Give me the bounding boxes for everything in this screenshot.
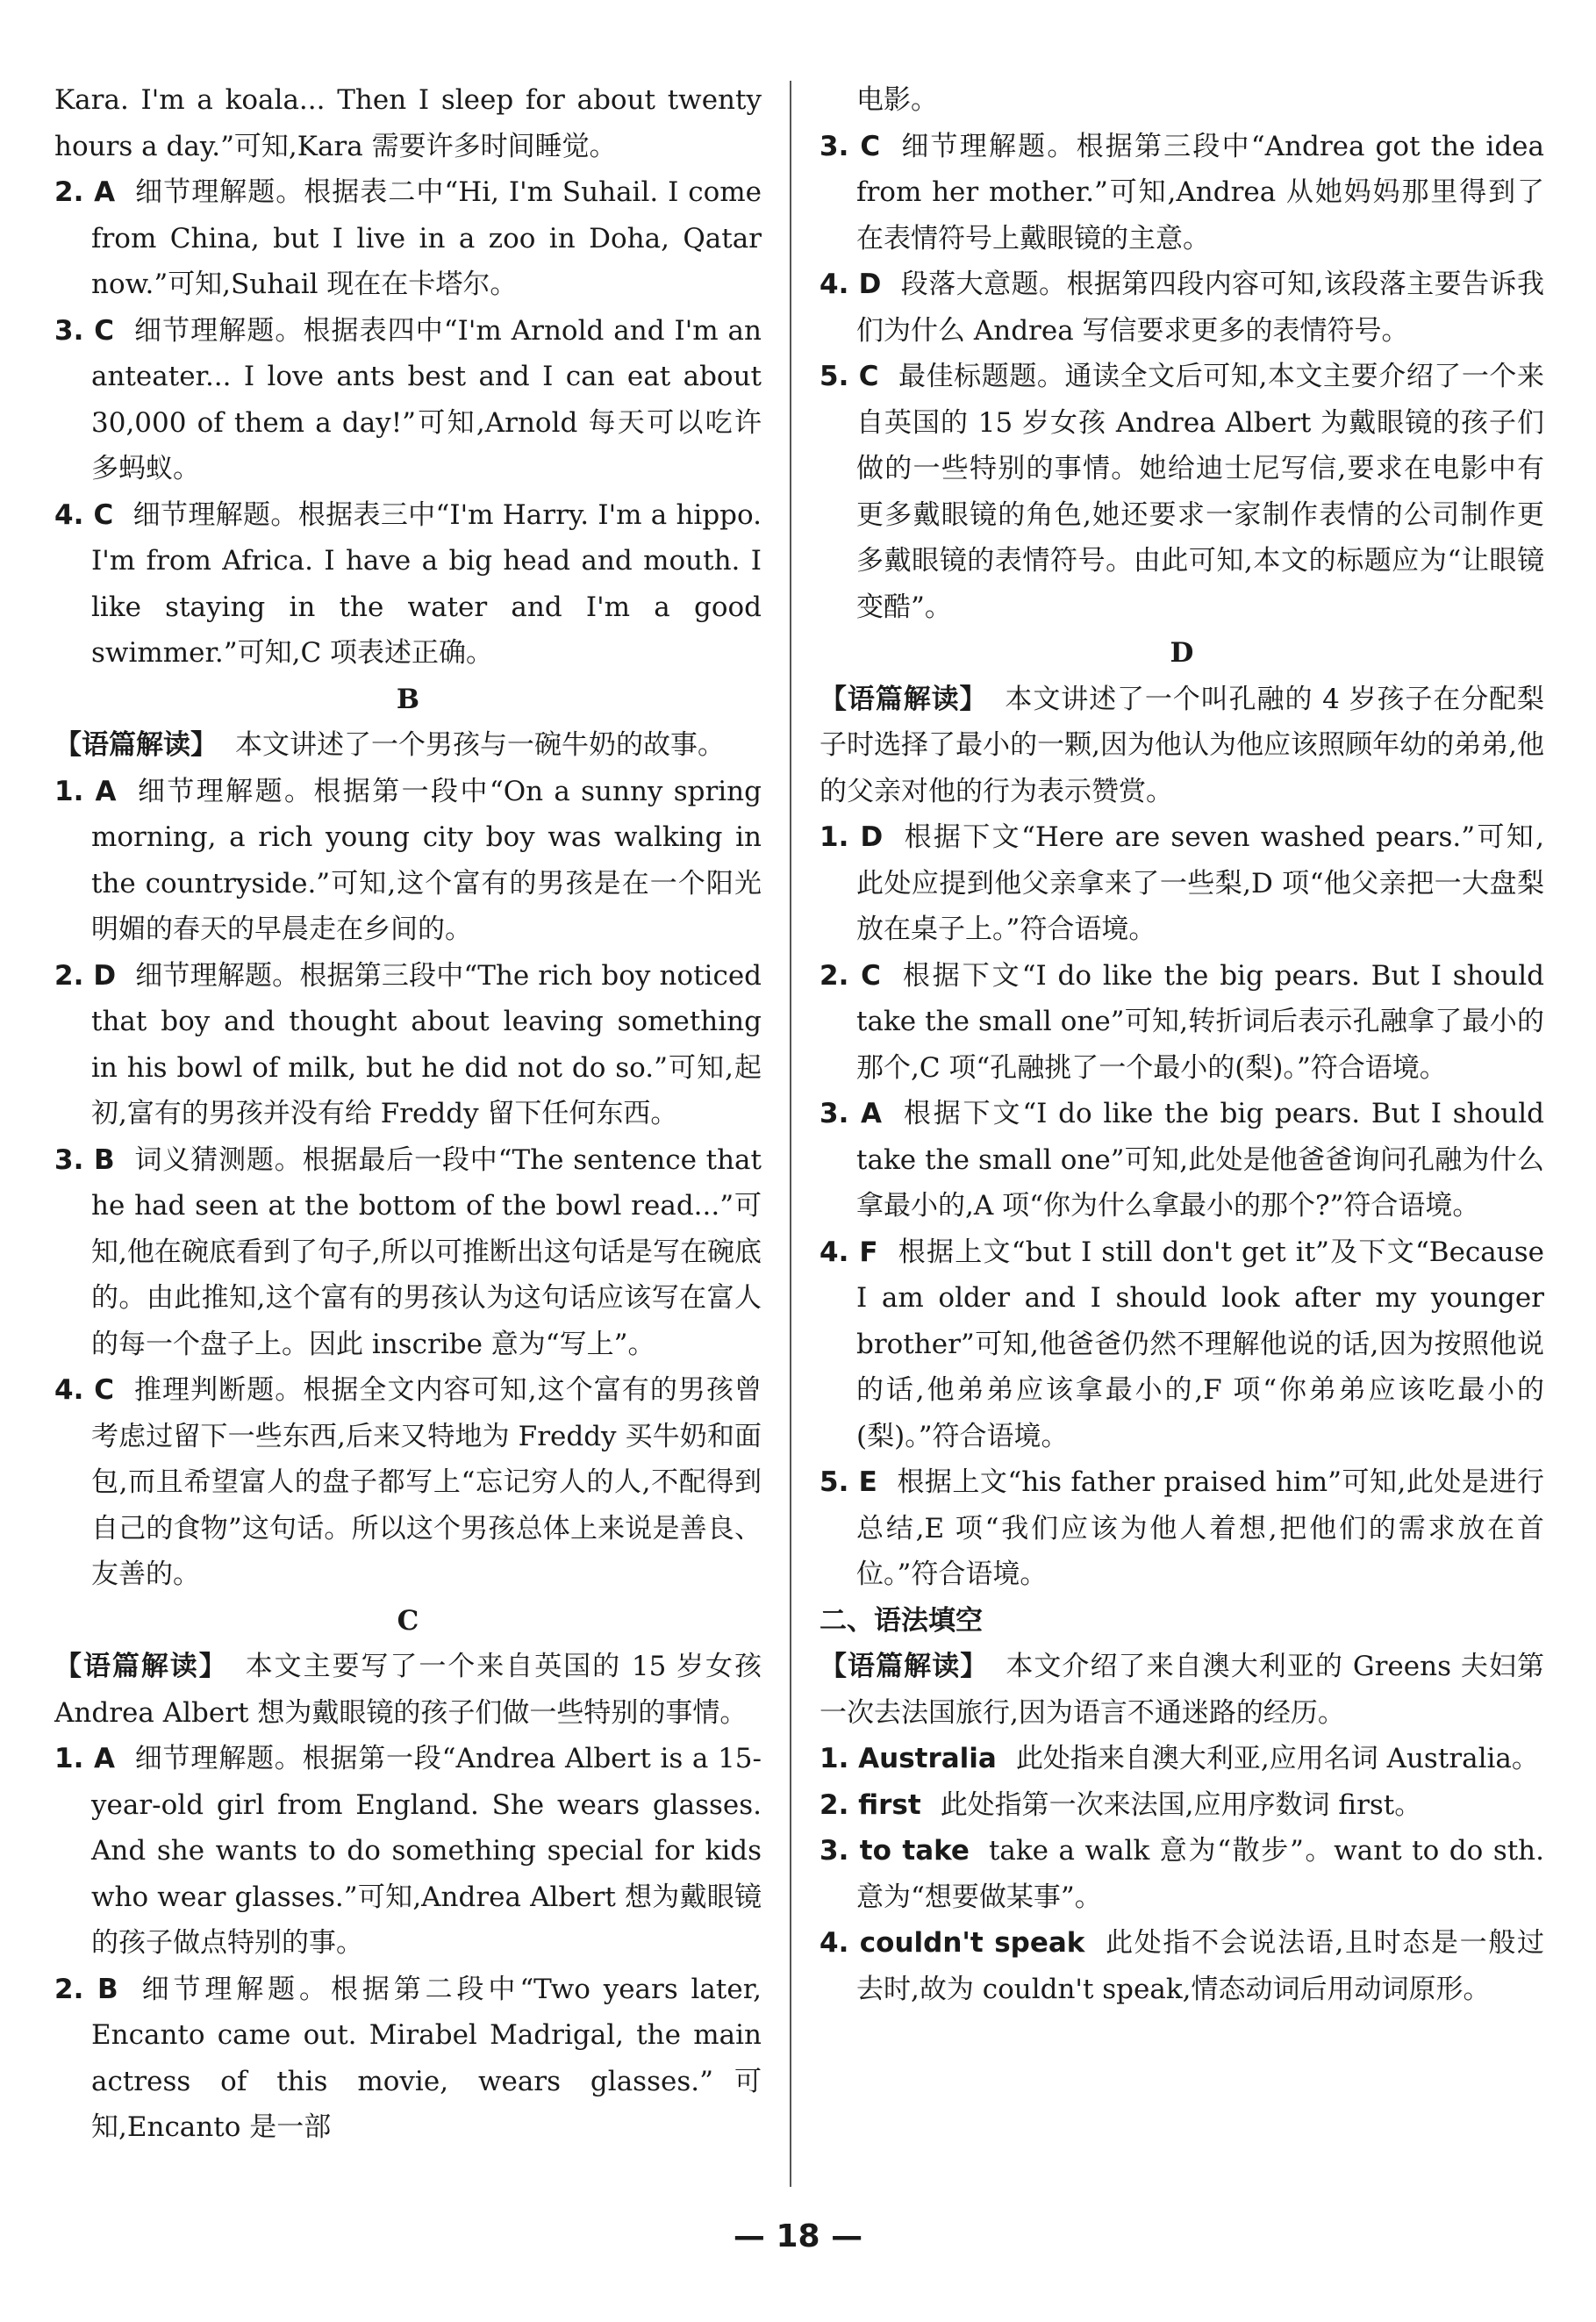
section-b-title: B xyxy=(396,683,420,715)
answer-item xyxy=(54,169,762,308)
answer-explanation: 此处指不会说法语,且时态是一般过去时,故为 couldn't speak,情态动词后用动词原形。 xyxy=(856,1927,1544,2005)
answer-explanation: 词义猜测题。根据最后一段中“The sentence that he had seen at the bottom of the bowl read...”可知,他在碗底看到了句子,所以可推断出这句话是写在碗底的。由此推知,这个富有的男孩认为这句话应该写在富人的每一个盘子上。因此 inscribe 意为“写上”。 xyxy=(91,1143,762,1360)
answer-number: 2. first xyxy=(819,1788,921,1821)
answer-number: 2. A xyxy=(54,176,116,208)
answer-explanation: take a walk 意为“散步”。want to do sth. 意为“想要做某事”。 xyxy=(856,1835,1544,1913)
grammar-items xyxy=(819,1736,1544,2012)
grammar-head: 【语篇解读】 xyxy=(819,1651,989,1682)
answer-number: 2. B xyxy=(54,1973,118,2005)
answer-item xyxy=(54,492,762,677)
answer-item xyxy=(54,1967,762,2151)
right-column xyxy=(819,77,1544,2012)
answer-number: 3. A xyxy=(819,1098,882,1129)
answer-explanation: 推理判断题。根据全文内容可知,这个富有的男孩曾考虑过留下一些东西,后来又特地为 Freddy 买牛奶和面包,而且希望富人的盘子都写上“忘记穷人的人,不配得到自己的食物”这句话。所以这个男孩总体上来说是善良、友善的。 xyxy=(91,1374,762,1590)
section-a-items xyxy=(54,169,762,677)
section-c-continued: 电影。 xyxy=(856,84,938,116)
answer-item xyxy=(819,1459,1544,1598)
grammar-intro: 【语篇解读】 本文介绍了来自澳大利亚的 Greens 夫妇第一次去法国旅行,因为语言不通迷路的经历。 xyxy=(819,1651,1544,1729)
answer-number: 4. C xyxy=(54,498,114,531)
answer-item xyxy=(819,1920,1544,2012)
section-a-continued: Kara. I'm a koala... Then I sleep for about twenty hours a day.”可知,Kara 需要许多时间睡觉。 xyxy=(54,84,762,162)
answer-item xyxy=(819,1736,1544,1782)
answer-number: 4. D xyxy=(819,269,882,300)
answer-explanation: 最佳标题题。通读全文后可知,本文主要介绍了一个来自英国的 15 岁女孩 Andrea Albert 为戴眼镜的孩子们做的一些特别的事情。她给迪士尼写信,要求在电影中有更多戴眼镜的角色,她还要求一家制作表情的公司制作更多戴眼镜的表情符号。由此可知,本文的标题应为“让眼镜变酷”。 xyxy=(856,361,1545,623)
answer-number: 1. A xyxy=(54,775,117,807)
answer-number: 2. C xyxy=(819,959,881,992)
answer-item xyxy=(819,262,1544,354)
answer-number: 4. F xyxy=(819,1236,878,1268)
answer-number: 1. A xyxy=(54,1743,115,1774)
section-b-intro: 【语篇解读】 本文讲述了一个男孩与一碗牛奶的故事。 xyxy=(54,729,725,761)
answer-item xyxy=(54,953,762,1137)
answer-item xyxy=(819,124,1544,262)
section-c-items-cont xyxy=(819,124,1544,631)
answer-number: 3. C xyxy=(54,314,114,347)
answer-number: 5. E xyxy=(819,1466,877,1498)
answer-item xyxy=(54,308,762,492)
answer-item xyxy=(819,1091,1544,1229)
answer-number: 4. C xyxy=(54,1374,114,1406)
answer-item xyxy=(819,953,1544,1092)
answer-explanation: 段落大意题。根据第四段内容可知,该段落主要告诉我们为什么 Andrea 写信要求更多的表情符号。 xyxy=(856,269,1544,347)
section-d-intro: 【语篇解读】 本文讲述了一个叫孔融的 4 岁孩子在分配梨子时选择了最小的一颗,因为他认为他应该照顾年幼的弟弟,他的父亲对他的行为表示赞赏。 xyxy=(819,683,1544,807)
answer-number: 2. D xyxy=(54,959,117,992)
section-d-head: 【语篇解读】 xyxy=(819,683,988,715)
answer-explanation: 此处指来自澳大利亚,应用名词 Australia。 xyxy=(1015,1743,1539,1774)
answer-explanation: 根据下文“I do like the big pears. But I should take the small one”可知,转折词后表示孔融拿了最小的那个,C 项“孔融挑了一个最小的(梨)。”符合语境。 xyxy=(856,959,1545,1084)
answer-number: 5. C xyxy=(819,361,879,392)
answer-explanation: 细节理解题。根据表二中“Hi, I'm Suhail. I come from China, but I live in a zoo in Doha, Qatar now.”可知,Suhail 现在在卡塔尔。 xyxy=(91,176,762,300)
answer-number: 3. to take xyxy=(819,1835,970,1867)
answer-number: 4. couldn't speak xyxy=(819,1927,1085,1959)
answer-item xyxy=(819,1229,1544,1460)
answer-number: 1. D xyxy=(819,821,884,853)
section-b-head: 【语篇解读】 xyxy=(54,729,218,761)
section-c-head: 【语篇解读】 xyxy=(54,1651,228,1682)
answer-item xyxy=(54,1736,762,1967)
section-c-title: C xyxy=(397,1604,419,1637)
answer-number: 3. C xyxy=(819,130,881,162)
answer-item xyxy=(819,354,1544,630)
answer-item xyxy=(819,814,1544,953)
section-d-items xyxy=(819,814,1544,1598)
answer-explanation: 根据下文“I do like the big pears. But I should take the small one”可知,此处是他爸爸询问孔融为什么拿最小的,A 项“你为什么拿最小的那个?”符合语境。 xyxy=(856,1098,1544,1222)
section-c-intro: 【语篇解读】 本文主要写了一个来自英国的 15 岁女孩 Andrea Albert 想为戴眼镜的孩子们做一些特别的事情。 xyxy=(54,1651,762,1729)
answer-explanation: 根据上文“his father praised him”可知,此处是进行总结,E 项“我们应该为他人着想,把他们的需求放在首位。”符合语境。 xyxy=(856,1466,1544,1590)
page-number: — 18 — xyxy=(733,2218,863,2254)
answer-item xyxy=(54,1137,762,1368)
column-divider xyxy=(790,81,791,2187)
answer-number: 1. Australia xyxy=(819,1743,997,1774)
answer-item xyxy=(54,1367,762,1598)
answer-item xyxy=(54,769,762,953)
answer-explanation: 根据下文“Here are seven washed pears.”可知,此处应提到他父亲拿来了一些梨,D 项“他父亲把一大盘梨放在桌子上。”符合语境。 xyxy=(856,821,1545,945)
section-c-items xyxy=(54,1736,762,2151)
grammar-section-title: 二、语法填空 xyxy=(819,1604,983,1637)
answer-explanation: 细节理解题。根据第二段中“Two years later, Encanto came out. Mirabel Madrigal, the main actress of this movie, wears glasses.”可知,Encanto 是一部 xyxy=(91,1973,762,2143)
answer-explanation: 细节理解题。根据第三段中“The rich boy noticed that boy and thought about leaving something in his bowl of milk, but he did not do so.”可知,起初,富有的男孩并没有给 Freddy 留下任何东西。 xyxy=(91,959,762,1129)
section-d-title: D xyxy=(1170,637,1194,669)
answer-explanation: 细节理解题。根据第一段“Andrea Albert is a 15-year-old girl from England. She wears glasses. And she wants to do something special for kids who wear glasses.”可知,Andrea Albert 想为戴眼镜的孩子做点特别的事。 xyxy=(91,1743,762,1959)
answer-item xyxy=(819,1828,1544,1920)
answer-explanation: 细节理解题。根据表三中“I'm Harry. I'm a hippo. I'm from Africa. I have a big head and mouth. I like staying in the water and I'm a good swimmer.”可知,C 项表述正确。 xyxy=(91,498,762,669)
answer-explanation: 细节理解题。根据第三段中“Andrea got the idea from her mother.”可知,Andrea 从她妈妈那里得到了在表情符号上戴眼镜的主意。 xyxy=(856,130,1545,254)
answer-number: 3. B xyxy=(54,1143,115,1176)
answer-explanation: 根据上文“but I still don't get it”及下文“Because I am older and I should look after my younger brother”可知,他爸爸仍然不理解他说的话,因为按照他说的话,他弟弟应该拿最小的,F 项“你弟弟应该吃最小的(梨)。”符合语境。 xyxy=(856,1236,1544,1452)
answer-explanation: 细节理解题。根据第一段中“On a sunny spring morning, a rich young city boy was walking in the countryside.”可知,这个富有的男孩是在一个阳光明媚的春天的早晨走在乡间的。 xyxy=(91,775,762,945)
left-column xyxy=(54,77,762,2151)
section-b-items xyxy=(54,769,762,1598)
answer-item xyxy=(819,1782,1544,1829)
answer-explanation: 此处指第一次来法国,应用序数词 first。 xyxy=(940,1788,1422,1821)
answer-explanation: 细节理解题。根据表四中“I'm Arnold and I'm an anteater... I love ants best and I can eat about 30,000 of them a day!”可知,Arnold 每天可以吃许多蚂蚁。 xyxy=(91,314,762,484)
